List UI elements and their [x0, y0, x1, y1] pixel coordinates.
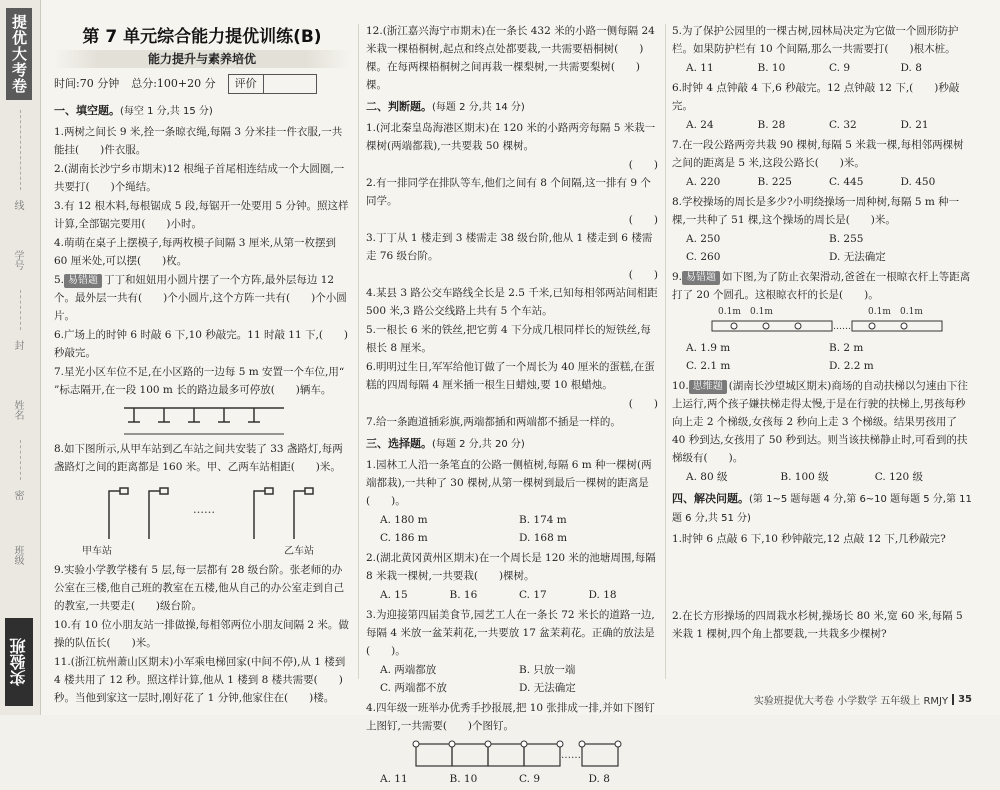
option[interactable]: C. 2.1 m [686, 360, 731, 372]
binding-sidebar [0, 0, 41, 715]
tricky-tag: 易错题 [682, 271, 720, 285]
option[interactable]: D. 168 m [519, 532, 568, 544]
question: 6.时钟 4 点钟敲 4 下,6 秒敲完。12 点钟敲 12 下,( )秒敲完。 [672, 82, 960, 112]
option[interactable]: A. 11 [380, 773, 408, 785]
options [380, 586, 658, 604]
question: 5. 易错题 丁丁和妞妞用小圆片摆了一个方阵,最外层每边 12 个。最外层一共有( )个小圆片,这个方阵一共有( )个小圆片。 [54, 274, 347, 322]
option[interactable]: A. 24 [686, 119, 714, 131]
option[interactable]: B. 28 [757, 119, 786, 131]
option[interactable]: B. 16 [449, 589, 478, 601]
question: 2.有一排同学在排队等车,他们之间有 8 个间隔,这一排有 9 个同学。 [366, 177, 651, 207]
question: 2.在长方形操场的四周栽水杉树,操场长 80 米,宽 60 米,每隔 5 米栽 1 棵树,四个角上都要栽,一共栽多少棵树? [672, 610, 963, 640]
question: 1.两树之间长 9 米,拴一条晾衣绳,每隔 3 分米挂一件衣服,一共能挂( )件衣服。 [54, 126, 343, 156]
question: 9.实验小学教学楼有 5 层,每一层都有 28 级台阶。张老师的办公室在三楼,他自己班的教室在五楼,他从自己的办公室走到自己的教室,一共要走( )级台阶。 [54, 564, 345, 612]
option[interactable]: D. 2.2 m [829, 360, 874, 372]
side-label-name: 姓名 [12, 400, 23, 420]
option[interactable]: C. 32 [829, 119, 857, 131]
question: 1.园林工人沿一条笔直的公路一侧植树,每隔 6 m 种一棵树(两端都栽),一共种了 30 棵树,从第一棵树到最后一棵树的距离是( )。 [366, 459, 652, 507]
option[interactable]: D. 21 [900, 119, 929, 131]
cut-line [20, 110, 21, 190]
option[interactable]: A. 1.9 m [686, 342, 731, 354]
section-heading: 二、判断题。(每题 2 分,共 14 分) [366, 100, 525, 113]
option[interactable]: C. 260 [686, 251, 721, 263]
footer-book-title: 实验班提优大考卷 小学数学 五年级上 RMJY [753, 696, 949, 707]
question: 11.(浙江杭州萧山区期末)小军乘电梯回家(中间不停),从 1 楼到 4 楼共用了 12 秒。照这样计算,他从 1 楼到 8 楼共需要( )秒。当他到家这一层时,刚好花了 1 分钟,他家住在( )楼。 [54, 656, 346, 704]
side-label-line: 线 [12, 200, 23, 210]
option[interactable]: B. 10 [449, 773, 478, 785]
option[interactable]: B. 174 m [519, 514, 567, 526]
evaluation-box [228, 74, 317, 94]
station-a-label: 甲车站 [82, 546, 112, 557]
page-footer [754, 692, 972, 707]
option[interactable]: C. 9 [829, 62, 851, 74]
option[interactable]: C. 17 [519, 589, 547, 601]
question: 4.四年级一班举办优秀手抄报展,把 10 张排成一排,并如下图钉上图钉,一共需要( )个图钉。 [366, 702, 655, 732]
answer-space[interactable] [672, 549, 972, 607]
time-limit: 时间:70 分钟 [54, 77, 120, 90]
side-label-seal: 封 [12, 340, 23, 350]
question: 9. 易错题 如下图,为了防止衣架滑动,爸爸在一根晾衣杆上等距离打了 20 个圆孔。这根晾衣杆的长是( )。 [672, 271, 971, 301]
options [686, 173, 972, 191]
option[interactable]: D. 18 [588, 589, 617, 601]
total-score: 总分:100+20 分 [131, 77, 216, 90]
option[interactable]: A. 11 [686, 62, 714, 74]
answer-paren[interactable]: ( ) [628, 398, 658, 410]
question: 8.如下图所示,从甲车站到乙车站之间共安装了 33 盏路灯,每两盏路灯之间的距离都是 160 米。甲、乙两车站相距( )米。 [54, 443, 343, 473]
option[interactable]: C. 186 m [380, 532, 428, 544]
station-labels [54, 543, 350, 561]
evaluation-field[interactable] [263, 75, 316, 93]
options [380, 511, 658, 547]
column-left [54, 22, 350, 708]
section-heading: 三、选择题。(每题 2 分,共 20 分) [366, 437, 525, 450]
question: 7.在一段公路两旁共栽 90 棵树,每隔 5 米栽一棵,每相邻两棵树之间的距离是 5 米,这段公路长( )米。 [672, 139, 964, 169]
ellipsis-text: …… [561, 750, 581, 761]
svg-text:0.1m: 0.1m [750, 307, 773, 317]
section-heading: 四、解决问题。(第 1~5 题每题 4 分,第 6~10 题每题 5 分,第 11 题 6 分,共 51 分) [672, 492, 972, 524]
option[interactable]: D. 8 [588, 773, 610, 785]
option[interactable]: B. 255 [829, 233, 864, 245]
question: 10.有 10 位小朋友站一排做操,每相邻两位小朋友间隔 2 米。做操的队伍长( )米。 [54, 619, 349, 649]
clothes-rod-diagram [672, 305, 972, 339]
cut-line [20, 290, 21, 330]
answer-paren[interactable]: ( ) [628, 214, 658, 226]
question: 1.(河北秦皇岛海港区期末)在 120 米的小路两旁每隔 5 米栽一棵树(两端都栽),一共要栽 50 棵树。 [366, 122, 656, 152]
question: 7.给一条跑道插彩旗,两端都插和两端都不插是一样的。 [366, 416, 621, 428]
question: 5.一根长 6 米的铁丝,把它剪 4 下分成几根同样长的短铁丝,每根长 8 厘米。 [366, 324, 651, 354]
option[interactable]: D. 无法确定 [519, 682, 576, 694]
question: 1.时钟 6 点敲 6 下,10 秒钟敲完,12 点敲 12 下,几秒敲完? [672, 533, 946, 545]
cut-line [20, 440, 21, 480]
evaluation-label: 评价 [234, 77, 257, 90]
column-divider [358, 24, 359, 679]
option[interactable]: A. 15 [380, 589, 408, 601]
question: 2.(湖南长沙宁乡市期末)12 根绳子首尾相连结成一个大圆圈,一共要打( )个绳结。 [54, 163, 345, 193]
option[interactable]: C. 120 级 [874, 471, 923, 483]
svg-text:0.1m: 0.1m [900, 307, 923, 317]
street-lamp-diagram [54, 477, 350, 547]
thinking-tag: 思维题 [689, 380, 727, 394]
page-title: 第 7 单元综合能力提优训练(B) [82, 27, 322, 47]
option[interactable]: B. 2 m [829, 342, 864, 354]
question: 7.星光小区车位不足,在小区路的一边每 5 m 安置一个车位,用“ ”标志隔开,在一段 100 m 长的路边最多可停放( )辆车。 [54, 366, 345, 396]
tricky-tag: 易错题 [64, 274, 102, 288]
option[interactable]: B. 只放一端 [519, 664, 576, 676]
option[interactable]: C. 两端都不放 [380, 682, 447, 694]
option[interactable]: B. 100 级 [780, 471, 829, 483]
option[interactable]: C. 9 [519, 773, 541, 785]
brand-label: 提优大考卷 [6, 8, 32, 100]
option[interactable]: A. 220 [686, 176, 721, 188]
question: 8.学校操场的周长是多少?小明绕操场一周种树,每隔 5 m 种一棵,一共种了 51 棵,这个操场的周长是( )米。 [672, 196, 960, 226]
question: 4.萌萌在桌子上摆模子,每两枚模子间隔 3 厘米,从第一枚摆到 60 厘米处,可以摆( )枚。 [54, 237, 337, 267]
answer-paren[interactable]: ( ) [628, 269, 658, 281]
series-logo: 实验班 [5, 618, 33, 706]
question: 2.(湖北黄冈黄州区期末)在一个周长是 120 米的池塘周围,每隔 8 米栽一棵树,一共要栽( )棵树。 [366, 552, 656, 582]
question: 3.有 12 根木料,每根锯成 5 段,每锯开一处要用 5 分钟。照这样计算,全部锯完要用( )小时。 [54, 200, 349, 230]
options [686, 468, 972, 486]
answer-paren[interactable]: ( ) [628, 159, 658, 171]
side-label-secret: 密 [12, 490, 23, 500]
ellipsis-text: …… [193, 503, 215, 516]
options [686, 339, 972, 375]
question: 3.为迎接第四届美食节,园艺工人在一条长 72 米长的道路一边,每隔 4 米放一盆茉莉花,一共要放 17 盆茉莉花。正确的放法是( )。 [366, 609, 655, 657]
options [686, 59, 972, 77]
column-middle [366, 22, 658, 790]
page-subtitle: 能力提升与素养培优 [54, 50, 350, 68]
question: 4.某县 3 路公交车路线全长是 2.5 千米,已知每相邻两站间相距 500 米,3 路公交线路上共有 5 个车站。 [366, 287, 658, 317]
option[interactable]: A. 80 级 [686, 471, 728, 483]
ellipsis-text: …… [833, 322, 851, 332]
options [380, 661, 658, 697]
option[interactable]: B. 225 [757, 176, 792, 188]
pinned-posters-diagram [366, 736, 658, 770]
svg-text:0.1m: 0.1m [868, 307, 891, 317]
option[interactable]: A. 180 m [380, 514, 428, 526]
side-label-number: 学号 [12, 250, 23, 270]
option[interactable]: D. 8 [900, 62, 922, 74]
question: 6.广场上的时钟 6 时敲 6 下,10 秒敲完。11 时敲 11 下,( )秒敲完。 [54, 329, 349, 359]
options [380, 770, 658, 788]
column-right [672, 22, 972, 644]
question: 6.明明过生日,军军给他订做了一个周长为 40 厘米的蛋糕,在蛋糕的四周每隔 4 厘米插一根生日蜡烛,要 10 根蜡烛。 [366, 361, 655, 391]
station-b-label: 乙车站 [284, 546, 314, 557]
question: 3.丁丁从 1 楼走到 3 楼需走 38 级台阶,他从 1 楼走到 6 楼需走 76 级台阶。 [366, 232, 653, 262]
option[interactable]: D. 无法确定 [829, 251, 886, 263]
question: 10. 思维题 (湖南长沙望城区期末)商场的自动扶梯以匀速由下往上运行,两个孩子嫌扶梯走得太慢,于是在行驶的扶梯上,男孩每秒向上走 2 个梯级,女孩每 2 秒向上走 3 个梯级。结果男孩用了 40 秒到达,女孩用了 50 秒到达。则当该扶梯静止时,可看到的扶梯级有( )。 [672, 380, 968, 464]
page-number: 35 [952, 694, 972, 705]
options [686, 116, 972, 134]
option[interactable]: D. 450 [900, 176, 936, 188]
question: 5.为了保护公园里的一棵古树,园林局决定为它做一个圆形防护栏。如果防护栏有 10 个间隔,那么一共需要打( )根木桩。 [672, 25, 959, 55]
option[interactable]: A. 250 [686, 233, 721, 245]
options [686, 230, 972, 266]
svg-text:0.1m: 0.1m [718, 307, 741, 317]
parking-diagram [54, 400, 350, 440]
section-heading: 一、填空题。(每空 1 分,共 15 分) [54, 104, 213, 117]
option[interactable]: B. 10 [757, 62, 786, 74]
side-label-class: 班级 [12, 545, 23, 565]
exam-meta [54, 74, 350, 94]
option[interactable]: A. 两端都放 [380, 664, 437, 676]
column-divider [665, 24, 666, 679]
option[interactable]: C. 445 [829, 176, 864, 188]
question: 12.(浙江嘉兴海宁市期末)在一条长 432 米的小路一侧每隔 24 米栽一棵梧桐树,起点和终点处都要栽,一共需要梧桐树( )棵。在每两棵梧桐树之间再栽一棵梨树,一共需要梨树( )棵。 [366, 25, 655, 91]
